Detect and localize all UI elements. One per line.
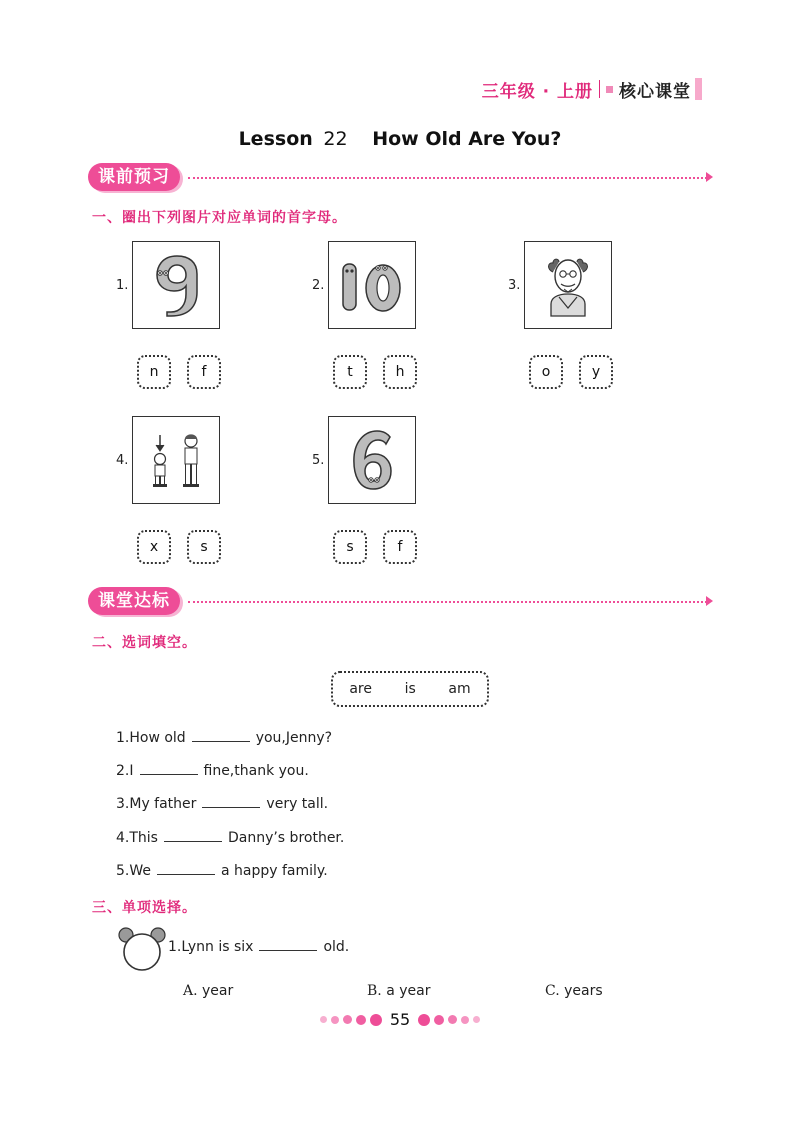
question-2-heading: 二、选词填空。: [92, 635, 197, 651]
dot-icon: [434, 1015, 444, 1025]
option-text: years: [564, 983, 603, 999]
letter-choice[interactable]: s: [333, 530, 367, 564]
arrow-icon: [706, 172, 713, 182]
sentence-end: you,Jenny?: [255, 730, 333, 746]
answer-blank[interactable]: [157, 862, 215, 875]
dotted-line: [188, 601, 707, 603]
lesson-name: How Old Are You?: [372, 128, 562, 150]
page-footer: [0, 1010, 800, 1029]
picture-old-man: [524, 241, 612, 329]
picture-number-nine: [132, 241, 220, 329]
fill-sentence: [116, 729, 332, 746]
question-start: Lynn is six: [181, 939, 254, 955]
sentence-start: My father: [129, 796, 197, 812]
word-option: am: [448, 681, 471, 697]
sentence-number: 3.: [116, 796, 130, 812]
sentence-start: How old: [129, 730, 186, 746]
sentence-end: fine,thank you.: [203, 763, 309, 779]
letter-choice[interactable]: f: [187, 355, 221, 389]
picture-number-ten: [328, 241, 416, 329]
option-letter: A.: [183, 983, 198, 999]
dot-icon: [418, 1014, 430, 1026]
item-number: 5.: [312, 453, 325, 468]
item-number: 4.: [116, 453, 129, 468]
letter-choice[interactable]: o: [529, 355, 563, 389]
dot-icon: [461, 1016, 469, 1024]
question-3-heading: 三、单项选择。: [92, 900, 197, 916]
item-number: 2.: [312, 278, 325, 293]
number-six-icon: [329, 417, 415, 503]
fill-sentence: [116, 862, 328, 879]
series-label: 核心课堂: [619, 81, 691, 102]
picture-short-and-tall-boys: [132, 416, 220, 504]
dot-icon: [473, 1016, 480, 1023]
letter-choice[interactable]: t: [333, 355, 367, 389]
number-nine-icon: [133, 242, 219, 328]
item-number: 3.: [508, 278, 521, 293]
dotted-line: [188, 177, 707, 179]
letter-choice[interactable]: x: [137, 530, 171, 564]
question-end: old.: [323, 939, 350, 955]
lesson-number: 22: [323, 128, 348, 150]
grade-label: 三年级 · 上册: [481, 81, 593, 102]
banner-label: 课前预习: [88, 163, 180, 191]
question-1-heading: 一、圈出下列图片对应单词的首字母。: [92, 210, 347, 226]
bear-face-icon: [118, 926, 166, 972]
option-c[interactable]: [545, 983, 603, 999]
lesson-label: Lesson: [238, 128, 313, 150]
word-option: are: [349, 681, 372, 697]
page-number: 55: [389, 1010, 411, 1029]
sentence-number: 1.: [116, 730, 130, 746]
word-bank: [331, 671, 489, 707]
lesson-title: [0, 128, 800, 150]
dot-icon: [356, 1015, 366, 1025]
answer-blank[interactable]: [259, 938, 317, 951]
sentence-number: 2.: [116, 763, 130, 779]
dot-icon: [343, 1015, 352, 1024]
picture-number-six: [328, 416, 416, 504]
dot-icon: [331, 1016, 339, 1024]
dot-icon: [370, 1014, 382, 1026]
question-number: 1.: [168, 939, 182, 955]
header-divider: [599, 80, 600, 98]
letter-choice[interactable]: f: [383, 530, 417, 564]
banner-label: 课堂达标: [88, 587, 180, 615]
sentence-start: This: [129, 830, 158, 846]
choice-question: [168, 938, 349, 955]
header-bar-icon: [695, 78, 702, 100]
page-header: [482, 76, 702, 102]
letter-choice[interactable]: n: [137, 355, 171, 389]
sentence-end: very tall.: [266, 796, 329, 812]
letter-choice[interactable]: s: [187, 530, 221, 564]
answer-blank[interactable]: [192, 729, 250, 742]
sentence-end: a happy family.: [221, 863, 328, 879]
section-banner-preview: [88, 163, 713, 193]
answer-blank[interactable]: [164, 829, 222, 842]
short-and-tall-boys-icon: [133, 417, 219, 503]
item-number: 1.: [116, 278, 129, 293]
dot-icon: [320, 1016, 327, 1023]
sentence-start: We: [129, 863, 151, 879]
sentence-number: 4.: [116, 830, 130, 846]
fill-sentence: [116, 829, 344, 846]
word-option: is: [404, 681, 416, 697]
option-letter: C.: [545, 983, 560, 999]
number-ten-icon: [329, 242, 415, 328]
option-b[interactable]: [367, 983, 430, 999]
arrow-icon: [706, 596, 713, 606]
sentence-start: I: [129, 763, 134, 779]
option-text: year: [202, 983, 234, 999]
header-square-icon: [606, 86, 613, 93]
sentence-number: 5.: [116, 863, 130, 879]
dot-icon: [448, 1015, 457, 1024]
option-text: a year: [386, 983, 431, 999]
answer-blank[interactable]: [140, 762, 198, 775]
sentence-end: Danny’s brother.: [227, 830, 345, 846]
fill-sentence: [116, 762, 309, 779]
old-man-icon: [525, 242, 611, 328]
option-letter: B.: [367, 983, 382, 999]
letter-choice[interactable]: h: [383, 355, 417, 389]
section-banner-class: [88, 587, 713, 617]
answer-blank[interactable]: [202, 795, 260, 808]
letter-choice[interactable]: y: [579, 355, 613, 389]
fill-sentence: [116, 795, 328, 812]
option-a[interactable]: [183, 983, 233, 999]
